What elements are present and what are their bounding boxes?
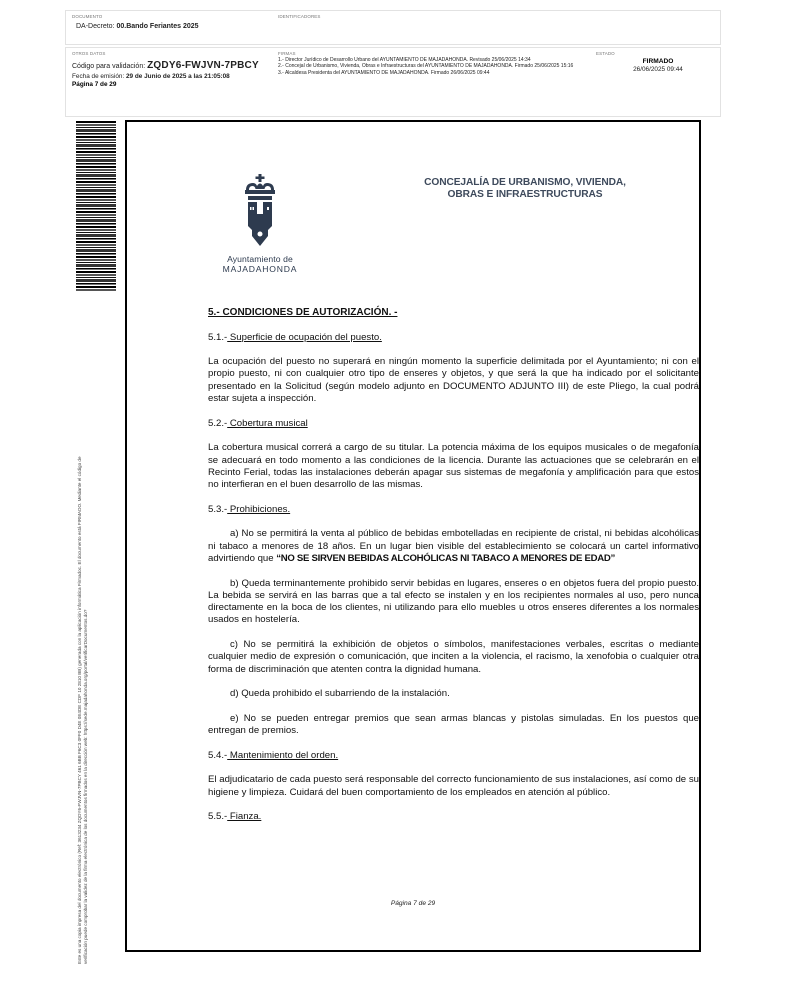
issue-date-label: Fecha de emisión:: [72, 73, 126, 80]
subsection-title: Superficie de ocupación del puesto.: [227, 331, 382, 343]
status-badge: FIRMADO: [642, 58, 674, 65]
subsection-title: Prohibiciones.: [227, 503, 291, 515]
signature-header-box: [65, 47, 721, 117]
subsection-heading-5-1: [208, 332, 699, 344]
department-line-1: CONCEJALÍA DE URBANISMO, VIVIENDA,: [424, 177, 626, 188]
verification-side-text: [77, 304, 89, 964]
paragraph-5-2: La cobertura musical correrá a cargo de su titular. La potencia máxima de los equipos musicales o de megafonía se adecuará en todo momento a las condiciones de la licencia. Durante las actuaciones que se celebrarán en el Recinto Ferial, todas las instalaciones deberán apagar sus sistemas de megafonía y amplificación para que estos no interfieran en el buen desarrollo de las mismas.: [208, 442, 699, 491]
page-footer-number: Página 7 de 29: [390, 900, 436, 907]
paragraph-5-3-b: b) Queda terminantemente prohibido servir bebidas en lugares, enseres o en objetos fuera del propio puesto. La bebida se servirá en las barras que a tal efecto se instalen y en los recipientes normales al uso, pero nunca directamente en la boca de los clientes, ni utilizando para ello muebles u otros enseres diferentes a los normales usados en hostelería.: [208, 577, 699, 626]
logo-line-1: Ayuntamiento de: [227, 254, 293, 264]
status-date: 26/06/2025 09:44: [633, 66, 683, 73]
logo-line-2: MAJADAHONDA: [222, 264, 298, 274]
section-title: 5.- CONDICIONES DE AUTORIZACIÓN. -: [208, 307, 398, 318]
documento-label: DOCUMENTO: [72, 14, 103, 19]
subsection-number: 5.1.-: [208, 331, 228, 343]
signature-item: 3.- Alcaldesa Presidenta del AYUNTAMIENTO DE MAJADAHONDA. Firmado 26/06/2025 09:44: [278, 69, 490, 76]
document-header-box: [65, 10, 721, 45]
identificadores-label: IDENTIFICADORES: [278, 14, 321, 19]
subsection-title: Cobertura musical: [227, 417, 308, 429]
warning-sign-text: “NO SE SIRVEN BEBIDAS ALCOHÓLICAS NI TABACO A MENORES DE EDAD”: [276, 552, 615, 564]
issue-date-value: 29 de Junio de 2025 a las 21:05:08: [126, 73, 230, 80]
estado-label: ESTADO: [596, 51, 615, 56]
verification-line-1: Este es una copia impresa del documento electrónico (Ref: 3613234 ZQDY6-FWJVN-7PBCY 461 6BB F6C3 0FF0 D4E 0E4DE CDF 10 2810 BB) generada con la aplicación informática Firmadoc. El documento está FIRMADO. Mediante el código de: [77, 456, 82, 964]
document-page: [125, 120, 701, 952]
paragraph-5-4: El adjudicatario de cada puesto será responsable del correcto funcionamiento de sus instalaciones, así como de su higiene y limpieza. Cuidará del buen comportamiento de los empleados en atención al público.: [208, 774, 699, 798]
header-page-number: Página 7 de 29: [72, 81, 117, 88]
subsection-heading-5-5: [208, 811, 699, 823]
coat-of-arms-icon: [242, 174, 278, 250]
subsection-number: 5.3.-: [208, 503, 228, 515]
documento-prefix: DA-Decreto:: [76, 23, 117, 30]
paragraph-5-3-d: d) Queda prohibido el subarriendo de la instalación.: [230, 688, 450, 700]
paragraph-5-3-c: c) No se permitirá la exhibición de objetos o símbolos, manifestaciones verbales, escritas o mediante cualquier medio de expresión o comunicación, que inciten a la violencia, el racismo, la xenofobia o cualquier otra forma de discriminación que atenten contra la dignidad humana.: [208, 639, 699, 675]
otros-datos-section: [66, 48, 271, 116]
subsection-heading-5-3: [208, 504, 699, 516]
municipal-logo: [221, 174, 299, 274]
estado-section: [596, 48, 720, 116]
department-line-2: OBRAS E INFRAESTRUCTURAS: [447, 189, 603, 200]
paragraph-text: a) No se permitirá la venta al público de bebidas embotelladas en recipiente de cristal, ni bebidas alcohólicas ni tabaco a menores de 18 años. En un lugar bien visible del establecimiento se colocará un cartel informativo advirtiendo que: [208, 528, 699, 564]
subsection-number: 5.4.-: [208, 749, 228, 761]
subsection-heading-5-2: [208, 418, 699, 430]
firmas-label: FIRMAS: [278, 51, 296, 56]
validation-code-value[interactable]: ZQDY6-FWJVN-7PBCY: [147, 60, 259, 71]
issue-date: [72, 73, 230, 80]
subsection-number: 5.5.-: [208, 811, 228, 823]
validation-code: [72, 60, 259, 71]
signature-item: 1.- Director Jurídico de Desarrollo Urbano del AYUNTAMIENTO DE MAJADAHONDA. Revisado 25/06/2025 14:34: [278, 57, 531, 63]
document-body: [208, 307, 699, 836]
documento-value: [76, 23, 199, 30]
signatures-list: [278, 57, 596, 76]
paragraph-5-3-a: [208, 528, 699, 565]
validation-code-label: Código para validación:: [72, 63, 148, 70]
signature-item: 2.- Concejal de Urbanismo, Vivienda, Obras e Infraestructuras del AYUNTAMIENTO DE MAJADAHONDA. Firmado 25/06/2025 15:16: [278, 63, 574, 70]
otros-datos-label: OTROS DATOS: [72, 51, 106, 56]
paragraph-5-3-e: e) No se pueden entregar premios que sean armas blancas y pistolas simuladas. En los puestos que entregan de premios.: [208, 712, 699, 737]
department-title: [415, 177, 635, 201]
paragraph-5-1: La ocupación del puesto no superará en ningún momento la superficie delimitada por el Ayuntamiento; ni con el propio puesto, ni con cualquier otro tipo de enseres y objetos, y que será la que ha indicado por el solicitante presentado en la Solicitud (según modelo adjunto en DOCUMENTO ADJUNTO III) de este Pliego, la cual podrá estar sujeta a inspección.: [208, 356, 699, 405]
subsection-title: Mantenimiento del orden.: [227, 749, 339, 761]
verification-line-2: verificación puede comprobar la validez de la firma electrónica de los documentos firmados en la dirección web: https://sede.majadahonda.org/portal/verificarDocumentos.do?: [83, 609, 88, 964]
subsection-number: 5.2.-: [208, 417, 228, 429]
barcode: [76, 121, 116, 291]
subsection-title: Fianza.: [227, 811, 262, 823]
firmas-section: [278, 48, 596, 116]
subsection-heading-5-4: [208, 750, 699, 762]
documento-name: 00.Bando Feriantes 2025: [116, 23, 199, 30]
